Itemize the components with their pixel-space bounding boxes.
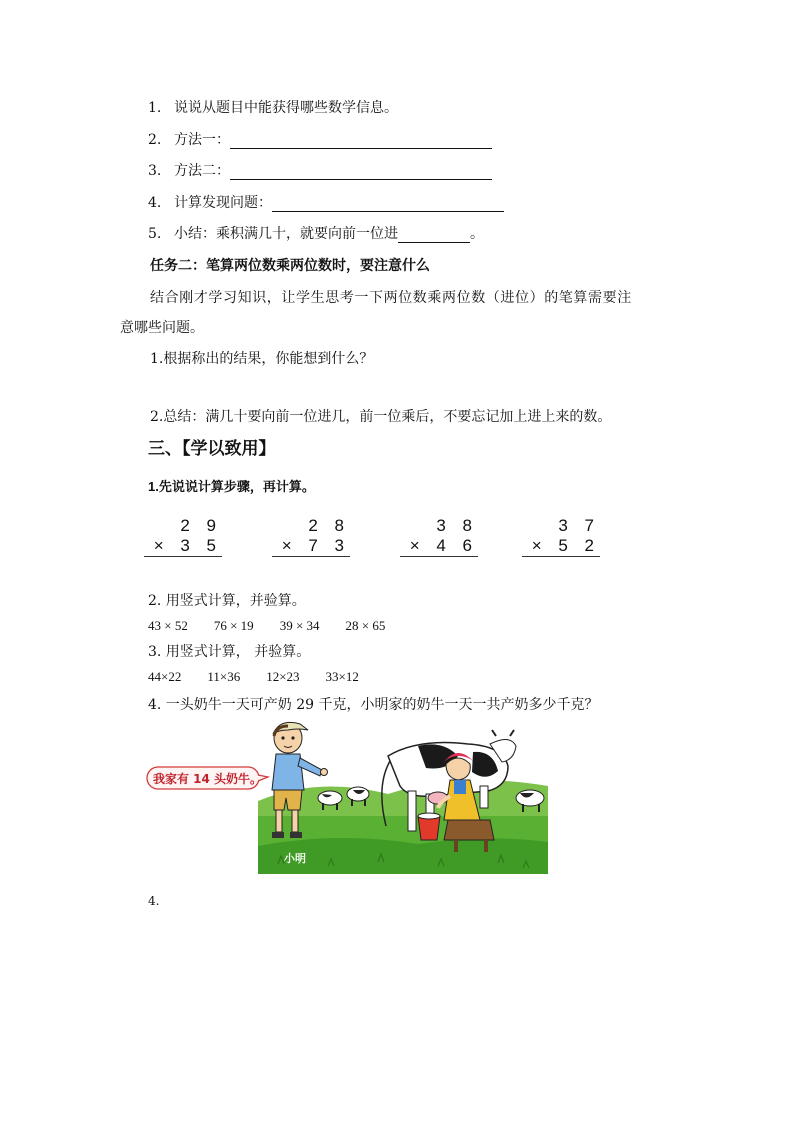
equation: 44×22 [148, 669, 182, 684]
equation: 12×23 [266, 669, 300, 684]
task2-heading: 任务二：笔算两位数乘两位数时，要注意什么 [150, 258, 430, 274]
speech-bubble [146, 766, 270, 790]
item-number: 1. [148, 100, 162, 116]
list1-item-2 [148, 129, 492, 149]
vertical-calc-2 [272, 516, 350, 557]
item-text: 说说从题目中能获得哪些数学信息。 [174, 100, 398, 116]
answer-blank[interactable] [398, 226, 470, 243]
illustration-caption: 小明 [284, 852, 306, 865]
equation: 28 × 65 [345, 618, 386, 633]
item-text: 小结：乘积满几十，就要向前一位进 [174, 226, 398, 242]
answer-blank[interactable] [230, 132, 492, 149]
item-number: 5. [148, 226, 162, 242]
calc-top-number: 2 8 [308, 516, 350, 535]
answer-label-4: 4. [148, 894, 160, 908]
vertical-calc-4 [522, 516, 600, 557]
item-text: 方法一： [174, 132, 230, 148]
list1-item-5 [148, 223, 484, 243]
task2-paragraph-line1: 结合刚才学习知识，让学生思考一下两位数乘两位数（进位）的笔算需要注 [150, 290, 632, 306]
exercise2-items [148, 618, 411, 634]
exercise3-title: 3. 用竖式计算， 并验算。 [148, 644, 311, 660]
list1-item-1 [148, 97, 398, 117]
item-number: 3. [148, 163, 162, 179]
bubble-text: 我家有 14 头奶牛。 [153, 772, 263, 786]
answer-blank[interactable] [230, 163, 492, 180]
calc-top-number: 2 9 [180, 516, 222, 535]
list1-item-4 [148, 192, 504, 212]
calc-multiplier: × 4 6 [400, 536, 478, 557]
vertical-calc-3 [400, 516, 478, 557]
calc-top-number: 3 7 [558, 516, 600, 535]
item-number: 2. [148, 132, 162, 148]
item-text: 方法二： [174, 163, 230, 179]
task2-question-1: 1.根据称出的结果，你能想到什么？ [150, 351, 374, 367]
exercise3-items [148, 669, 385, 685]
equation: 43 × 52 [148, 618, 188, 633]
equation: 39 × 34 [279, 618, 320, 633]
calc-multiplier: × 3 5 [144, 536, 222, 557]
item-tail: 。 [470, 226, 484, 242]
exercise1-title: 1.先说说计算步骤，再计算。 [148, 479, 315, 494]
equation: 11×36 [207, 669, 241, 684]
task2-question-2: 2.总结：满几十要向前一位进几，前一位乘后，不要忘记加上进上来的数。 [150, 409, 612, 425]
exercise4-title: 4. 一头奶牛一天可产奶 29 千克，小明家的奶牛一天一共产奶多少千克？ [148, 697, 599, 713]
item-text: 计算发现问题： [174, 195, 272, 211]
vertical-calc-1 [144, 516, 222, 557]
equation: 33×12 [325, 669, 359, 684]
list1-item-3 [148, 160, 492, 180]
farm-illustration [258, 716, 548, 874]
calc-top-number: 3 8 [436, 516, 478, 535]
item-number: 4. [148, 195, 162, 211]
calc-multiplier: × 7 3 [272, 536, 350, 557]
exercise2-title: 2. 用竖式计算，并验算。 [148, 593, 306, 609]
answer-blank[interactable] [272, 195, 504, 212]
milk-bucket [418, 813, 440, 840]
task2-paragraph-line2: 意哪些问题。 [120, 320, 204, 336]
section3-heading: 三、【学以致用】 [148, 439, 276, 459]
equation: 76 × 19 [213, 618, 254, 633]
calc-multiplier: × 5 2 [522, 536, 600, 557]
